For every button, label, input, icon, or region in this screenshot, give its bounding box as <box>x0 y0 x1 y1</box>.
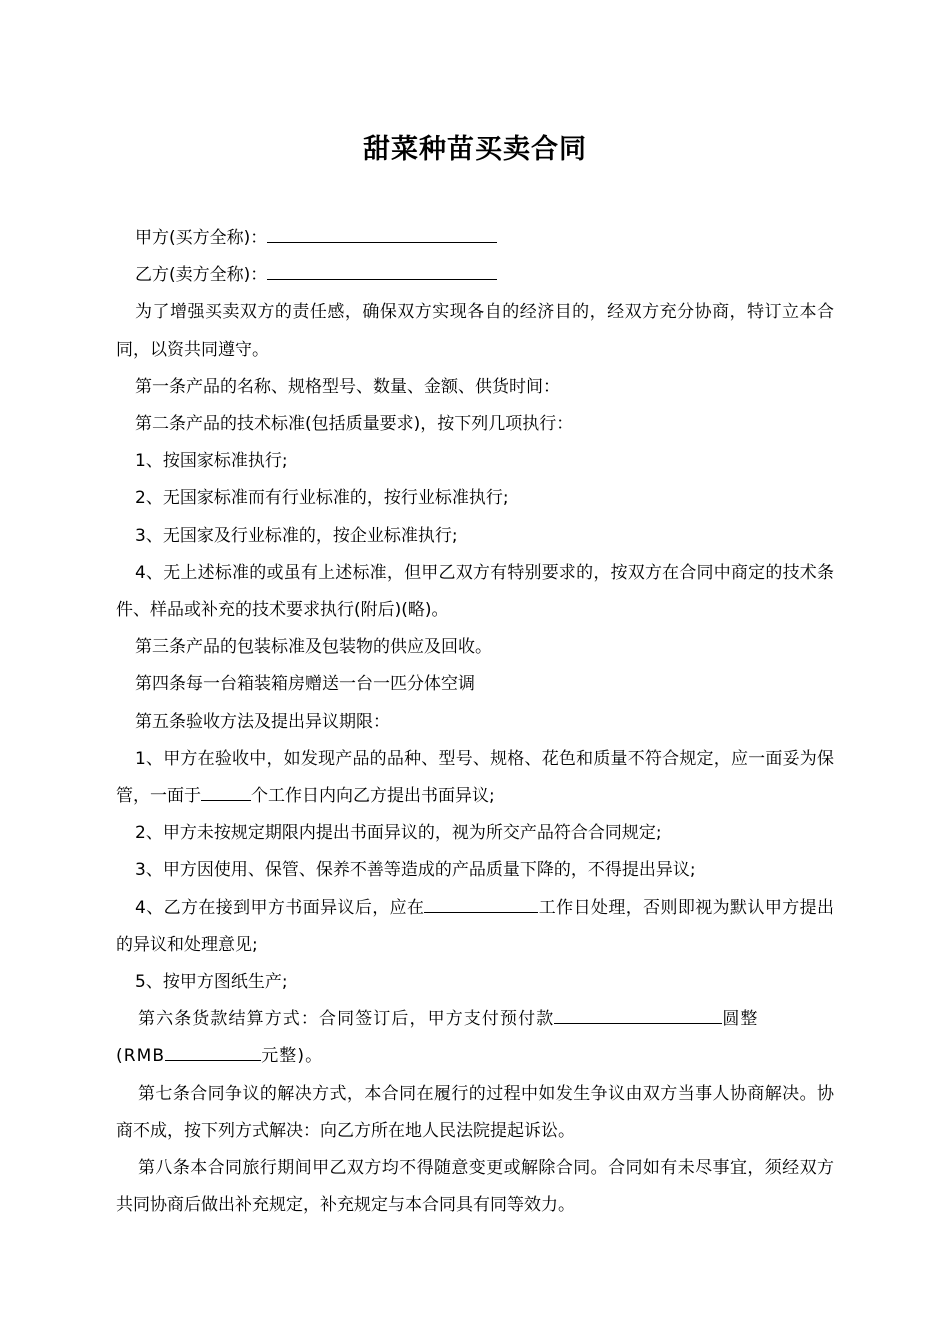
article-5-item-2: 2、甲方未按规定期限内提出书面异议的，视为所交产品符合合同规定; <box>135 823 662 844</box>
handling-days-blank <box>424 895 538 913</box>
article-5-item-3: 3、甲方因使用、保管、保养不善等造成的产品质量下降的，不得提出异议; <box>135 860 696 881</box>
party-a-blank <box>267 225 497 243</box>
article-6-text-a: 第六条货款结算方式：合同签订后，甲方支付预付款 <box>138 1009 555 1030</box>
article-5-item-1-text-b: 个工作日内向乙方提出书面异议; <box>251 786 495 807</box>
article-5-item-4-text-b: 工作日处理，否则即视为默认甲方提出的异议和处理意见; <box>116 897 834 955</box>
article-4: 第四条每一台箱装箱房赠送一台一匹分体空调 <box>135 674 475 695</box>
article-6 <box>116 1001 834 1075</box>
intro-paragraph: 为了增强买卖双方的责任感，确保双方实现各自的经济目的，经双方充分协商，特订立本合同，以资共同遵守。 <box>116 302 834 360</box>
party-a-line <box>116 220 834 257</box>
article-2-item-1: 1、按国家标准执行; <box>135 451 288 472</box>
party-b-line <box>116 257 834 294</box>
party-b-label: 乙方(卖方全称)： <box>135 265 268 286</box>
party-b-blank <box>267 262 497 280</box>
article-5-item-5: 5、按甲方图纸生产; <box>135 972 288 993</box>
article-6-text-d: 元整)。 <box>261 1046 324 1067</box>
prepayment-blank <box>554 1006 722 1024</box>
article-2-item-2: 2、无国家标准而有行业标准的，按行业标准执行; <box>135 488 509 509</box>
article-6-text-b: 圆整 <box>722 1009 759 1030</box>
article-5-item-4 <box>116 890 834 964</box>
article-3: 第三条产品的包装标准及包装物的供应及回收。 <box>135 637 492 658</box>
article-5: 第五条验收方法及提出异议期限： <box>135 711 390 732</box>
article-1: 第一条产品的名称、规格型号、数量、金额、供货时间： <box>135 376 560 397</box>
article-5-item-1-text-a: 1、甲方在验收中，如发现产品的品种、型号、规格、花色和质量不符合规定，应一面妥为保管，一面于 <box>116 748 834 807</box>
contract-body <box>116 220 834 1224</box>
article-5-item-4-text-a: 4、乙方在接到甲方书面异议后，应在 <box>135 897 425 918</box>
article-7: 第七条合同争议的解决方式，本合同在履行的过程中如发生争议由双方当事人协商解决。协商不成，按下列方式解决：向乙方所在地人民法院提起诉讼。 <box>116 1083 834 1141</box>
article-5-item-1 <box>116 741 834 815</box>
rmb-amount-blank <box>165 1043 261 1061</box>
article-2-item-4: 4、无上述标准的或虽有上述标准，但甲乙双方有特别要求的，按双方在合同中商定的技术条件、样品或补充的技术要求执行(附后)(略)。 <box>116 562 834 621</box>
workdays-blank <box>201 783 251 801</box>
article-2-item-3: 3、无国家及行业标准的，按企业标准执行; <box>135 525 458 546</box>
party-a-label: 甲方(买方全称)： <box>135 228 268 248</box>
article-6-text-c: (RMB <box>116 1046 166 1067</box>
document-title: 甜菜种苗买卖合同 <box>363 134 587 165</box>
article-2: 第二条产品的技术标准(包括质量要求)，按下列几项执行： <box>135 414 574 435</box>
article-8: 第八条本合同旅行期间甲乙双方均不得随意变更或解除合同。合同如有未尽事宜，须经双方共同协商后做出补充规定，补充规定与本合同具有同等效力。 <box>116 1158 834 1216</box>
